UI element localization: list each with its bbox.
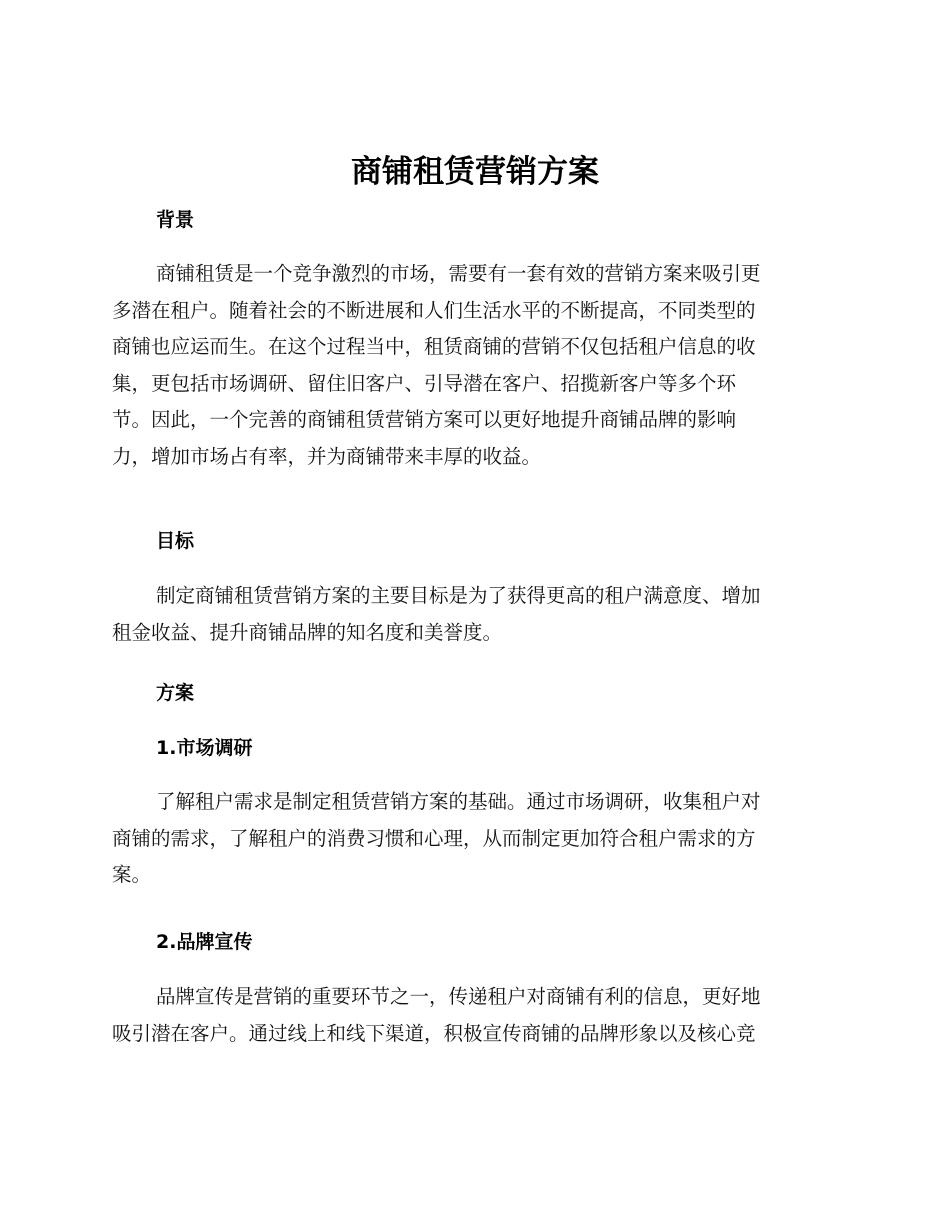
- paragraph-goal: [112, 578, 828, 651]
- section-heading-market-research: 1.市场调研: [156, 737, 253, 759]
- paragraph-line: 吸引潜在客户。通过线上和线下渠道，积极宣传商铺的品牌形象以及核心竞: [112, 1021, 756, 1045]
- paragraph-line: 多潜在租户。随着社会的不断进展和人们生活水平的不断提高，不同类型的: [112, 298, 756, 322]
- paragraph-line: 品牌宣传是营销的重要环节之一，传递租户对商铺有利的信息，更好地: [156, 985, 761, 1008]
- paragraph-brand-promotion: [112, 979, 828, 1052]
- section-heading-goal: 目标: [156, 530, 195, 552]
- paragraph-line: 制定商铺租赁营销方案的主要目标是为了获得更高的租户满意度、增加: [156, 584, 761, 607]
- paragraph-line: 节。因此，一个完善的商铺租赁营销方案可以更好地提升商铺品牌的影响: [112, 408, 737, 431]
- paragraph-market-research: [112, 784, 828, 894]
- document-title: 商铺租赁营销方案: [351, 154, 599, 190]
- paragraph-line: 商铺的需求，了解租户的消费习惯和心理，从而制定更加符合租户需求的方: [112, 826, 756, 850]
- paragraph-line: 租金收益、提升商铺品牌的知名度和美誉度。: [112, 620, 503, 644]
- section-heading-background: 背景: [156, 209, 195, 231]
- paragraph-line: 案。: [112, 863, 152, 886]
- paragraph-line: 商铺租赁是一个竞争激烈的市场，需要有一套有效的营销方案来吸引更: [156, 262, 761, 285]
- section-heading-plan: 方案: [156, 682, 195, 704]
- paragraph-line: 了解租户需求是制定租赁营销方案的基础。通过市场调研，收集租户对: [156, 790, 761, 813]
- paragraph-background: [112, 256, 828, 475]
- paragraph-line: 商铺也应运而生。在这个过程当中，租赁商铺的营销不仅包括租户信息的收: [112, 335, 756, 358]
- section-heading-brand-promotion: 2.品牌宣传: [156, 931, 253, 953]
- paragraph-line: 力，增加市场占有率，并为商铺带来丰厚的收益。: [112, 444, 542, 468]
- paragraph-line: 集，更包括市场调研、留住旧客户、引导潜在客户、招揽新客户等多个环: [112, 371, 737, 395]
